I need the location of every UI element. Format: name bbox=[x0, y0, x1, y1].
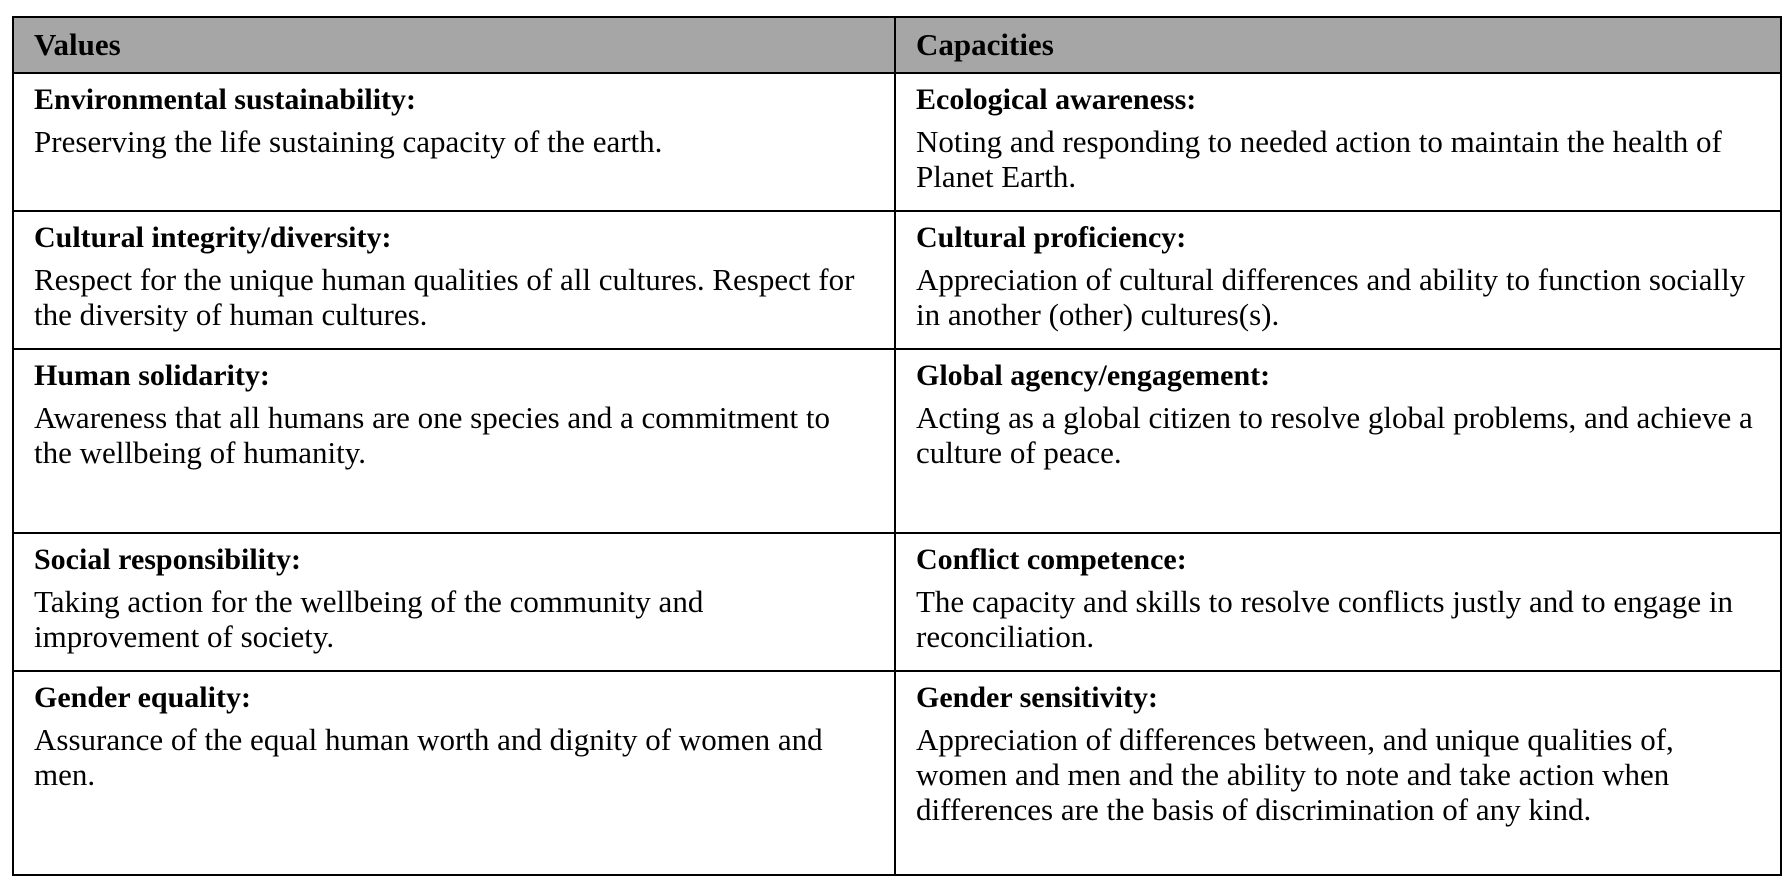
value-description: Respect for the unique human qualities of all cultures. Respect for the diversity of human cultures. bbox=[34, 262, 855, 332]
capacity-description: Appreciation of cultural differences and ability to function socially in another (other) cultures(s). bbox=[916, 262, 1746, 332]
value-title: Gender equality: bbox=[34, 681, 251, 714]
value-title: Cultural integrity/diversity: bbox=[34, 221, 392, 254]
values-column-header: Values bbox=[13, 17, 895, 73]
capacity-description: Appreciation of differences between, and unique qualities of, women and men and the ability to note and take action when differences are the basis of discrimination of any kind. bbox=[916, 722, 1674, 827]
capacity-title: Gender sensitivity: bbox=[916, 681, 1158, 714]
value-cell bbox=[13, 349, 895, 533]
header-row bbox=[13, 17, 1781, 73]
value-description: Preserving the life sustaining capacity of the earth. bbox=[34, 124, 663, 159]
table-row bbox=[13, 349, 1781, 533]
table-row bbox=[13, 211, 1781, 349]
value-title: Social responsibility: bbox=[34, 543, 301, 576]
capacity-description: Acting as a global citizen to resolve global problems, and achieve a culture of peace. bbox=[916, 400, 1753, 470]
value-cell bbox=[13, 73, 895, 211]
capacity-cell bbox=[895, 671, 1781, 875]
capacity-cell bbox=[895, 73, 1781, 211]
capacity-description: The capacity and skills to resolve conflicts justly and to engage in reconciliation. bbox=[916, 584, 1733, 654]
capacity-title: Cultural proficiency: bbox=[916, 221, 1187, 254]
capacities-column-header: Capacities bbox=[895, 17, 1781, 73]
value-description: Taking action for the wellbeing of the community and improvement of society. bbox=[34, 584, 704, 654]
capacity-description: Noting and responding to needed action to maintain the health of Planet Earth. bbox=[916, 124, 1722, 194]
capacity-cell bbox=[895, 349, 1781, 533]
value-cell bbox=[13, 533, 895, 671]
table-row bbox=[13, 671, 1781, 875]
value-title: Human solidarity: bbox=[34, 359, 270, 392]
table-row bbox=[13, 73, 1781, 211]
capacity-cell bbox=[895, 211, 1781, 349]
capacity-title: Global agency/engagement: bbox=[916, 359, 1271, 392]
value-cell bbox=[13, 211, 895, 349]
capacity-title: Conflict competence: bbox=[916, 543, 1187, 576]
capacity-cell bbox=[895, 533, 1781, 671]
value-title: Environmental sustainability: bbox=[34, 83, 417, 116]
table-row bbox=[13, 533, 1781, 671]
value-cell bbox=[13, 671, 895, 875]
values-capacities-table bbox=[12, 16, 1782, 876]
value-description: Awareness that all humans are one species and a commitment to the wellbeing of humanity. bbox=[34, 400, 831, 470]
value-description: Assurance of the equal human worth and dignity of women and men. bbox=[34, 722, 823, 792]
capacity-title: Ecological awareness: bbox=[916, 83, 1197, 116]
